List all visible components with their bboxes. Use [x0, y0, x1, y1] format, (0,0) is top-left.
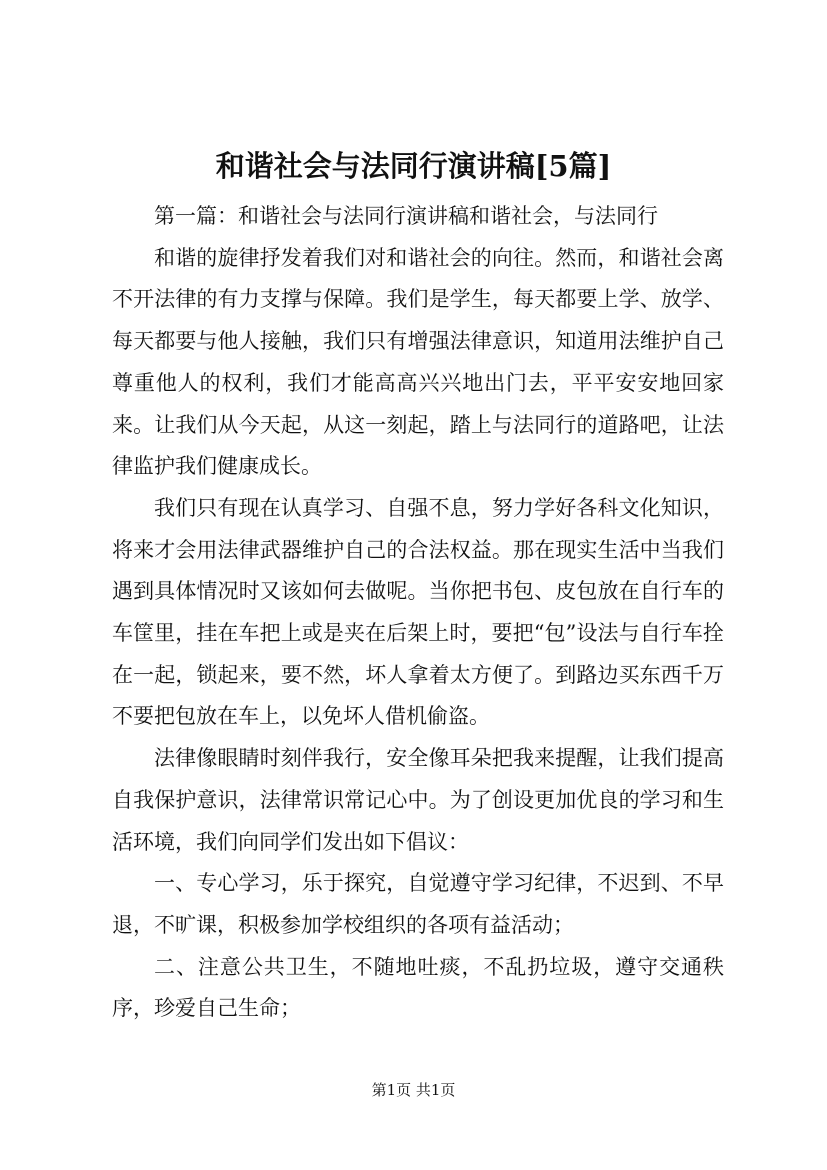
paragraph-5: 二、注意公共卫生，不随地吐痰，不乱扔垃圾，遵守交通秩序，珍爱自己生命；: [112, 954, 724, 1021]
paragraph-2: 我们只有现在认真学习、自强不息，努力学好各科文化知识，将来才会用法律武器维护自己的合法权益。那在现实生活中当我们遇到具体情况时又该如何去做呢。当你把书包、皮包放在自行车的车筐里，挂在车把上或是夹在后架上时，要把“包”设法与自行车拴在一起，锁起来，要不然，坏人拿着太方便了。到路边买东西千万不要把包放在车上，以免坏人借机偷盗。: [112, 495, 724, 729]
paragraph-4: 一、专心学习，乐于探究，自觉遵守学习纪律，不迟到、不早退，不旷课，积极参加学校组织的各项有益活动；: [112, 871, 724, 937]
page-number-footer: 第1页 共1页: [371, 1081, 456, 1099]
paragraph-3: 法律像眼睛时刻伴我行，安全像耳朵把我来提醒，让我们提高自我保护意识，法律常识常记心中。为了创设更加优良的学习和生活环境，我们向同学们发出如下倡议：: [112, 746, 724, 854]
document-title: 和谐社会与法同行演讲稿[5篇]: [215, 149, 612, 183]
paragraph-1: 和谐的旋律抒发着我们对和谐社会的向往。然而，和谐社会离不开法律的有力支撑与保障。我们是学生，每天都要上学、放学、每天都要与他人接触，我们只有增强法律意识，知道用法维护自己尊重他人的权利，我们才能高高兴兴地出门去，平平安安地回家来。让我们从今天起，从这一刻起，踏上与法同行的道路吧，让法律监护我们健康成长。: [112, 245, 724, 479]
section-heading: 第一篇：和谐社会与法同行演讲稿和谐社会，与法同行: [154, 204, 658, 228]
document-body: [112, 196, 724, 1030]
